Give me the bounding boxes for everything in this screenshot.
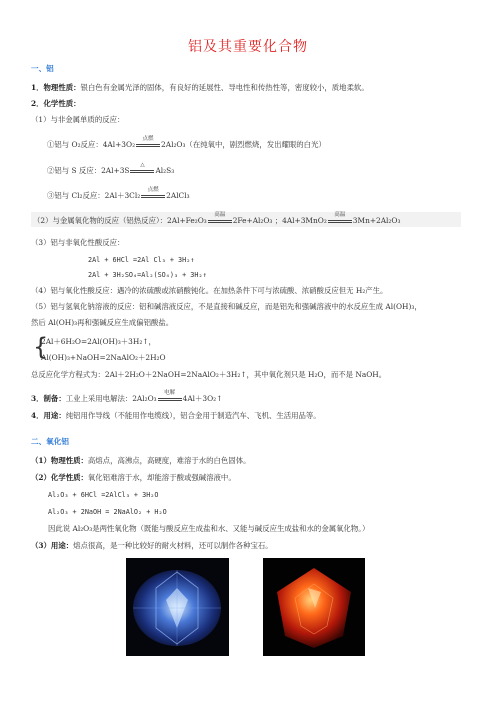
usage-line bbox=[31, 411, 321, 421]
equals-arrow bbox=[136, 136, 160, 149]
preparation-label: 3．制备： bbox=[31, 394, 66, 403]
section-heading-aluminum: 一、铝 bbox=[31, 64, 54, 73]
equals-arrow bbox=[141, 187, 165, 200]
alumina-physical-label: （1）物理性质： bbox=[31, 456, 88, 465]
reaction-al-o2-left: ①铝与 O₂反应：4Al+3O₂ bbox=[47, 140, 136, 149]
reaction-al-o2 bbox=[47, 136, 326, 150]
brace-equation-1: 2Al＋6H₂O=2Al(OH)₃＋3H₂↑， bbox=[41, 337, 156, 346]
naoh-paragraph-line2: 然后 Al(OH)₃再和强碱反应生成偏铝酸盐。 bbox=[31, 318, 174, 327]
reaction-condition: 点燃 bbox=[147, 187, 159, 193]
preparation-line bbox=[31, 390, 223, 404]
chemical-properties-label: 2．化学性质： bbox=[31, 99, 81, 108]
reaction-condition: △ bbox=[140, 162, 145, 168]
equation-al2o3-naoh: Al₂O₃ + 2NaOH = 2NaAlO₂ + H₂O bbox=[48, 508, 167, 516]
reaction-al-s-right: Al₂S₃ bbox=[155, 166, 175, 175]
reaction-condition: 高温 bbox=[214, 212, 226, 218]
subheading-nonoxidizing-acid: （3）铝与非氧化性酸反应： bbox=[31, 238, 125, 247]
alumina-physical-text: 高熔点，高沸点，高硬度，难溶于水的白色固体。 bbox=[87, 456, 251, 465]
alumina-usage-label: （3）用途： bbox=[31, 541, 74, 550]
thermite-left: （2）与金属氧化物的反应（铝热反应）：2Al+Fe₂O₃ bbox=[33, 216, 207, 225]
alumina-usage-text: 熔点很高，是一种比较好的耐火材料，还可以制作各种宝石。 bbox=[73, 541, 273, 550]
thermite-middle: 2Fe+Al₂O₃ ；4Al+3MnO₂ bbox=[232, 216, 327, 225]
reaction-condition: 电解 bbox=[164, 390, 176, 396]
blue-sapphire-image bbox=[126, 558, 229, 656]
equation-al2o3-hcl: Al₂O₃ + 6HCl =2AlCl₃ + 3H₂O bbox=[48, 491, 159, 499]
alumina-chemical-text: 氧化铝难溶于水，却能溶于酸或强碱溶液中。 bbox=[87, 473, 236, 482]
equation-al-hcl: 2Al + 6HCl =2Al Cl₃ + 3H₂↑ bbox=[88, 256, 195, 264]
naoh-paragraph-line1: （5）铝与氢氧化钠溶液的反应：铝和碱溶液反应，不是直接和碱反应，而是铝先和强碱溶液中的水反应生成 Al(OH)₃， bbox=[31, 302, 422, 311]
equation-al-h2so4: 2Al + 3H₂SO₄=Al₂(SO₄)₃ + 3H₂↑ bbox=[88, 271, 207, 279]
page-title: 铝及其重要化合物 bbox=[188, 39, 308, 55]
physical-properties-label: 1．物理性质： bbox=[31, 83, 81, 92]
thermite-right: 3Mn+2Al₂O₃ bbox=[352, 216, 401, 225]
subheading-nonmetal: （1）与非金属单质的反应： bbox=[31, 115, 125, 124]
physical-properties-text: 银白色有金属光泽的固体，有良好的延展性、导电性和传热性等，密度较小，质地柔软。 bbox=[80, 83, 369, 92]
subheading-oxidizing-acid: （4）铝与氧化性酸反应：遇冷的浓硫酸或浓硝酸钝化。在加热条件下可与浓硫酸、浓硝酸反应但无 H₂产生。 bbox=[31, 286, 388, 295]
alumina-physical-line bbox=[31, 456, 251, 466]
brace-symbol: { bbox=[33, 333, 49, 361]
physical-properties-line bbox=[31, 83, 369, 93]
reaction-condition: 高温 bbox=[334, 212, 346, 218]
ruby-image bbox=[263, 558, 365, 656]
equals-arrow bbox=[328, 212, 352, 225]
brace-equation-2: Al(OH)₃+NaOH=2NaAlO₂＋2H₂O bbox=[41, 353, 166, 362]
usage-label: 4．用途： bbox=[31, 411, 66, 420]
reaction-al-cl2-right: 2AlCl₃ bbox=[166, 191, 190, 200]
alumina-usage-line bbox=[31, 541, 273, 551]
section-heading-alumina: 二、氧化铝 bbox=[31, 437, 69, 446]
equals-arrow bbox=[130, 162, 154, 175]
preparation-left: 工业上采用电解法：2Al₂O₃ bbox=[65, 394, 157, 403]
reaction-al-s-left: ②铝与 S 反应：2Al+3S bbox=[47, 166, 130, 175]
thermite-reaction-line bbox=[33, 212, 401, 226]
reaction-al-o2-right: 2Al₂O₃（在纯氧中，剧烈燃烧，发出耀眼的白光） bbox=[161, 140, 326, 149]
equals-arrow bbox=[208, 212, 232, 225]
preparation-right: 4Al＋3O₂↑ bbox=[182, 394, 223, 403]
amphoteric-note: 因此说 Al₂O₃是两性氧化物（既能与酸反应生成盐和水、又能与碱反应生成盐和水的金属氧化物。） bbox=[48, 524, 370, 533]
reaction-al-s bbox=[47, 162, 175, 176]
reaction-al-cl2-left: ③铝与 Cl₂反应：2Al＋3Cl₂ bbox=[47, 191, 141, 200]
usage-text: 纯铝用作导线（不能用作电缆线），铝合金用于制造汽车、飞机、生活用品等。 bbox=[65, 411, 321, 420]
reaction-al-cl2 bbox=[47, 187, 190, 201]
equals-arrow bbox=[158, 390, 182, 403]
total-reaction: 总反应化学方程式为：2Al＋2H₂O＋2NaOH=2NaAlO₂＋3H₂↑，其中氧化剂只是 H₂O，而不是 NaOH。 bbox=[31, 370, 387, 379]
alumina-chemical-label: （2）化学性质： bbox=[31, 473, 88, 482]
reaction-condition: 点燃 bbox=[142, 136, 154, 142]
alumina-chemical-line bbox=[31, 473, 236, 483]
